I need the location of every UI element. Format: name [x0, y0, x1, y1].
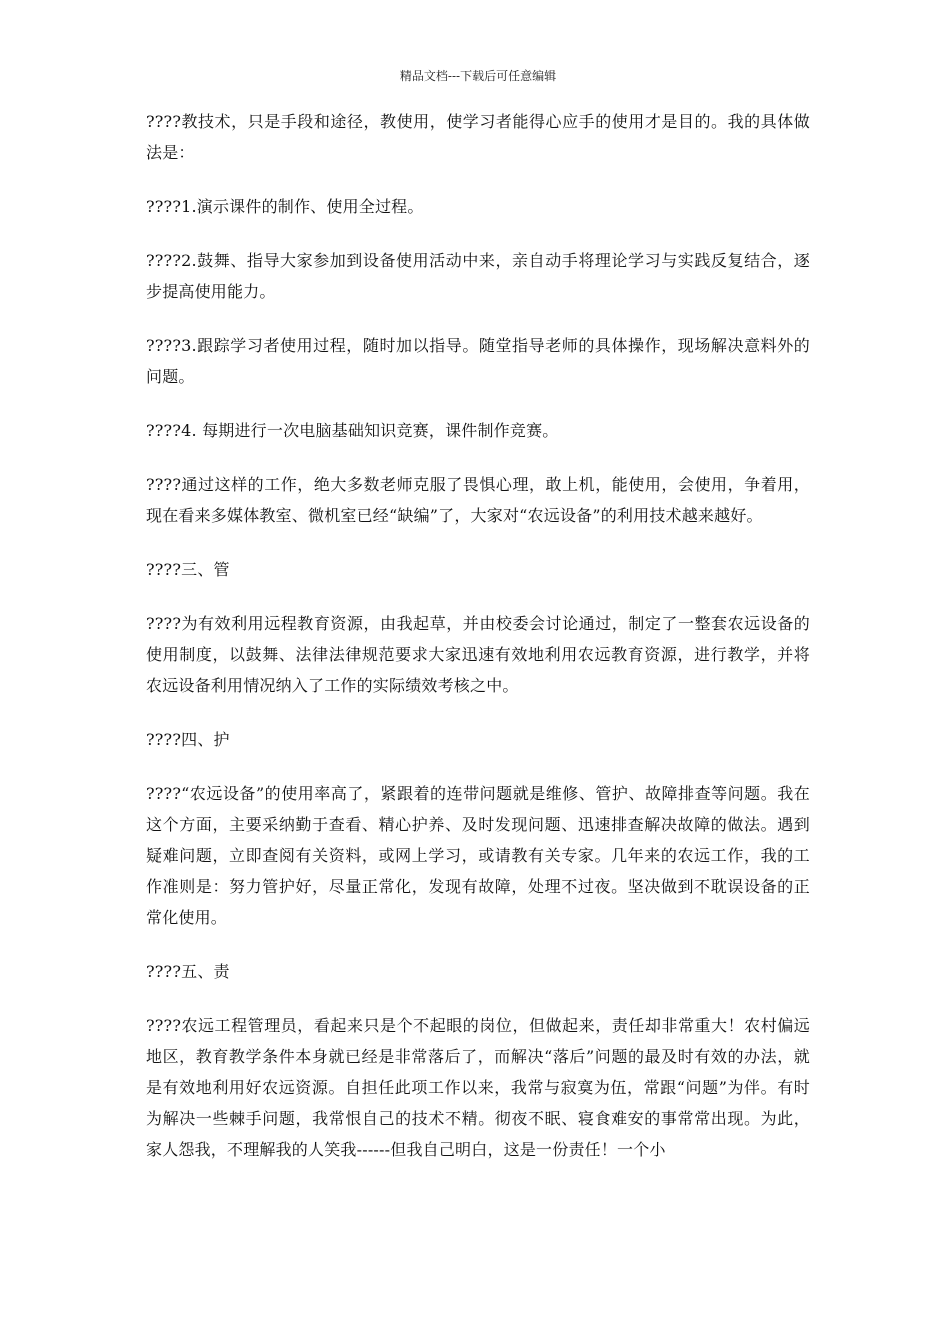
paragraph-step-3: ????3.跟踪学习者使用过程，随时加以指导。随堂指导老师的具体操作，现场解决意料外的问题。 — [146, 336, 810, 386]
paragraph-step-4: ????4. 每期进行一次电脑基础知识竞赛，课件制作竞赛。 — [146, 421, 559, 440]
paragraph-step-2: ????2.鼓舞、指导大家参加到设备使用活动中来，亲自动手将理论学习与实践反复结合，逐步提高使用能力。 — [146, 251, 810, 301]
section-heading-responsibility: ????五、责 — [146, 962, 230, 981]
paragraph-result: ????通过这样的工作，绝大多数老师克服了畏惧心理，敢上机，能使用，会使用，争着用，现在看来多媒体教室、微机室已经“缺编”了，大家对“农远设备”的利用技术越来越好。 — [146, 475, 810, 525]
paragraph-step-1: ????1.演示课件的制作、使用全过程。 — [146, 197, 424, 216]
paragraph-protect: ????“农远设备”的使用率高了，紧跟着的连带问题就是维修、管护、故障排查等问题。我在这个方面，主要采纳勤于查看、精心护养、及时发现问题、迅速排查解决故障的做法。遇到疑难问题，立即查阅有关资料，或网上学习，或请教有关专家。几年来的农远工作，我的工作准则是：努力管护好，尽量正常化，发现有故障，处理不过夜。坚决做到不耽误设备的正常化使用。 — [146, 784, 810, 927]
page-header: 精品文档---下载后可任意编辑 — [399, 69, 557, 83]
paragraph-manage: ????为有效利用远程教育资源，由我起草，并由校委会讨论通过，制定了一整套农远设备的使用制度，以鼓舞、法律法律规范要求大家迅速有效地利用农远教育资源，进行教学，并将农远设备利用情况纳入了工作的实际绩效考核之中。 — [146, 614, 810, 695]
section-heading-protect: ????四、护 — [146, 730, 230, 749]
section-heading-manage: ????三、管 — [146, 560, 230, 579]
paragraph-intro: ????教技术，只是手段和途径，教使用，使学习者能得心应手的使用才是目的。我的具体做法是： — [146, 112, 810, 162]
paragraph-responsibility: ????农远工程管理员，看起来只是个不起眼的岗位，但做起来，责任却非常重大！农村偏远地区，教育教学条件本身就已经是非常落后了，而解决“落后”问题的最及时有效的办法，就是有效地利用好农远资源。自担任此项工作以来，我常与寂寞为伍，常跟“问题”为伴。有时为解决一些棘手问题，我常恨自己的技术不精。彻夜不眠、寝食难安的事常常出现。为此，家人怨我，不理解我的人笑我------但我自己明白，这是一份责任！一个小 — [146, 1016, 810, 1159]
